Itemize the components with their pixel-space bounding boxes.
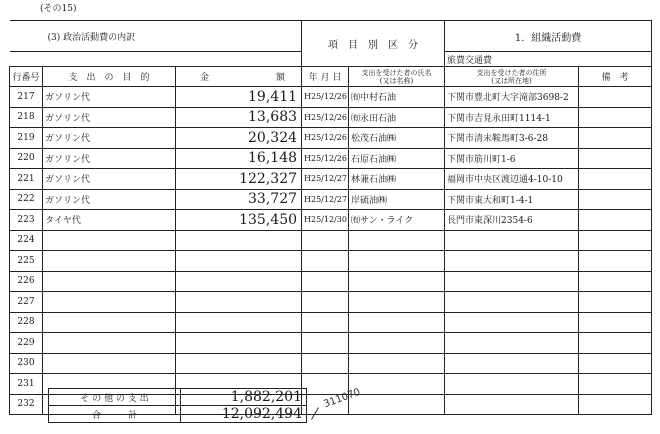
- section-title-cell: [10, 21, 302, 52]
- cell-notes: [579, 107, 652, 128]
- cell-row-no: 228: [10, 312, 43, 333]
- cell-row-no: 232: [10, 394, 43, 415]
- cell-payee: [349, 312, 445, 333]
- cell-address: [445, 271, 579, 292]
- cell-row-no: 226: [10, 271, 43, 292]
- cell-purpose: [43, 353, 176, 374]
- cell-amount: 135,450: [176, 210, 302, 231]
- cell-notes: [579, 353, 652, 374]
- col-amount: [176, 67, 302, 87]
- cell-payee: ㈲サン・ライク: [349, 210, 445, 231]
- table-row: [10, 333, 652, 354]
- other-label: そ の 他 の 支 出: [49, 389, 181, 406]
- total-amount: 12,092,494: [181, 406, 307, 423]
- cell-amount: 13,683: [176, 107, 302, 128]
- cell-date: [302, 292, 349, 313]
- cell-payee: 石原石油㈱: [349, 148, 445, 169]
- cell-notes: [579, 169, 652, 190]
- cell-amount: 20,324: [176, 128, 302, 149]
- cell-payee: [349, 374, 445, 395]
- table-row: [10, 189, 652, 210]
- cell-row-no: 219: [10, 128, 43, 149]
- table-row: [10, 353, 652, 374]
- cell-date: [302, 251, 349, 272]
- cell-row-no: 220: [10, 148, 43, 169]
- cell-purpose: ガソリン代: [43, 128, 176, 149]
- header-row-1: [10, 21, 652, 52]
- cell-purpose: [43, 312, 176, 333]
- cell-row-no: 217: [10, 87, 43, 108]
- item-category: 項 目 別 区 分: [302, 21, 445, 67]
- cell-row-no: 218: [10, 107, 43, 128]
- cell-payee: [349, 353, 445, 374]
- cell-payee: ㈲中村石油: [349, 87, 445, 108]
- cell-amount: 122,327: [176, 169, 302, 190]
- cell-address: [445, 230, 579, 251]
- column-header-row: [10, 67, 652, 87]
- cell-notes: [579, 148, 652, 169]
- table-row: [10, 271, 652, 292]
- cell-date: [302, 353, 349, 374]
- cell-purpose: ガソリン代: [43, 87, 176, 108]
- cell-address: 下関市筋川町1-6: [445, 148, 579, 169]
- cell-address: 長門市東深川2354-6: [445, 210, 579, 231]
- cell-payee: 松茂石油㈱: [349, 128, 445, 149]
- cell-date: H25/12/26: [302, 87, 349, 108]
- cell-notes: [579, 312, 652, 333]
- table-row: [10, 148, 652, 169]
- cell-address: [445, 251, 579, 272]
- cell-address: 下関市吉見永田町1114-1: [445, 107, 579, 128]
- cell-address: [445, 394, 579, 415]
- category-name: 1．組織活動費: [445, 21, 652, 52]
- cell-payee: [349, 292, 445, 313]
- cell-purpose: [43, 271, 176, 292]
- total-label: 合 計: [49, 406, 181, 423]
- cell-date: H25/12/27: [302, 169, 349, 190]
- cell-amount: [176, 333, 302, 354]
- totals-table: [48, 388, 307, 423]
- cell-row-no: 227: [10, 292, 43, 313]
- cell-notes: [579, 374, 652, 395]
- cell-purpose: ガソリン代: [43, 169, 176, 190]
- cell-address: 下関市清末鞍馬町3-6-28: [445, 128, 579, 149]
- table-row: [10, 107, 652, 128]
- cell-notes: [579, 251, 652, 272]
- cell-purpose: [43, 230, 176, 251]
- col-row-no: 行番号: [10, 67, 43, 87]
- cell-row-no: 225: [10, 251, 43, 272]
- cell-date: [302, 374, 349, 395]
- col-address: 支出を受けた者の住所 (又は所在地): [445, 67, 579, 87]
- cell-purpose: [43, 251, 176, 272]
- handwritten-note: 311070: [322, 386, 362, 411]
- cell-purpose: [43, 333, 176, 354]
- expense-table: [9, 20, 652, 415]
- cell-payee: ㈲永田石油: [349, 107, 445, 128]
- cell-purpose: ガソリン代: [43, 107, 176, 128]
- cell-payee: [349, 333, 445, 354]
- cell-row-no: 222: [10, 189, 43, 210]
- cell-amount: 33,727: [176, 189, 302, 210]
- cell-row-no: 221: [10, 169, 43, 190]
- subcategory: 旅費交通費: [445, 52, 652, 67]
- table-row: [10, 210, 652, 231]
- cell-amount: [176, 292, 302, 313]
- cell-purpose: タイヤ代: [43, 210, 176, 231]
- cell-date: H25/12/26: [302, 128, 349, 149]
- cell-purpose: [43, 292, 176, 313]
- cell-amount: 19,411: [176, 87, 302, 108]
- section-title: (3) 政治活動費の内訳: [47, 32, 136, 43]
- col-amount-b: 額: [276, 73, 286, 83]
- cell-purpose: ガソリン代: [43, 148, 176, 169]
- table-row: [10, 128, 652, 149]
- cell-date: [302, 333, 349, 354]
- cell-payee: 岸硫油㈱: [349, 189, 445, 210]
- cell-date: H25/12/27: [302, 189, 349, 210]
- cell-address: [445, 374, 579, 395]
- cell-purpose: ガソリン代: [43, 189, 176, 210]
- cell-address: [445, 292, 579, 313]
- page-label: (その15): [40, 4, 77, 14]
- cell-row-no: 229: [10, 333, 43, 354]
- cell-date: [302, 271, 349, 292]
- cell-amount: 16,148: [176, 148, 302, 169]
- cell-amount: [176, 312, 302, 333]
- cell-date: [302, 230, 349, 251]
- cell-date: H25/12/30: [302, 210, 349, 231]
- table-row: [10, 169, 652, 190]
- cell-row-no: 224: [10, 230, 43, 251]
- cell-notes: [579, 292, 652, 313]
- cell-payee: [349, 230, 445, 251]
- cell-row-no: 223: [10, 210, 43, 231]
- other-expenses-row: [49, 389, 307, 406]
- cell-notes: [579, 87, 652, 108]
- col-amount-a: 金: [200, 73, 210, 83]
- col-purpose: 支 出 の 目 的: [43, 67, 176, 87]
- table-row: [10, 312, 652, 333]
- table-row: [10, 292, 652, 313]
- col-payee: 支出を受けた者の氏名 (又は名称): [349, 67, 445, 87]
- cell-row-no: 230: [10, 353, 43, 374]
- cell-date: H25/12/26: [302, 148, 349, 169]
- other-amount: 1,882,201: [181, 389, 307, 406]
- cell-notes: [579, 271, 652, 292]
- cell-payee: [349, 394, 445, 415]
- cell-notes: [579, 210, 652, 231]
- cell-notes: [579, 333, 652, 354]
- cell-address: 下関市東大和町1-4-1: [445, 189, 579, 210]
- table-row: [10, 87, 652, 108]
- cell-notes: [579, 230, 652, 251]
- cell-notes: [579, 394, 652, 415]
- col-notes: 備 考: [579, 67, 652, 87]
- cell-row-no: 231: [10, 374, 43, 395]
- total-row: [49, 406, 307, 423]
- cell-amount: [176, 271, 302, 292]
- cell-payee: [349, 251, 445, 272]
- cell-date: [302, 312, 349, 333]
- cell-date: H25/12/26: [302, 107, 349, 128]
- cell-payee: 林兼石油㈱: [349, 169, 445, 190]
- cell-address: [445, 333, 579, 354]
- cell-address: [445, 312, 579, 333]
- cell-amount: [176, 230, 302, 251]
- cell-address: 下関市豊北町大字滝部3698-2: [445, 87, 579, 108]
- cell-amount: [176, 353, 302, 374]
- cell-payee: [349, 271, 445, 292]
- table-row: [10, 251, 652, 272]
- cell-notes: [579, 189, 652, 210]
- cell-notes: [579, 128, 652, 149]
- col-date: 年 月 日: [302, 67, 349, 87]
- table-row: [10, 230, 652, 251]
- cell-address: 福岡市中央区渡辺通4-10-10: [445, 169, 579, 190]
- spacer-cell: [10, 52, 302, 67]
- cell-address: [445, 353, 579, 374]
- cell-amount: [176, 251, 302, 272]
